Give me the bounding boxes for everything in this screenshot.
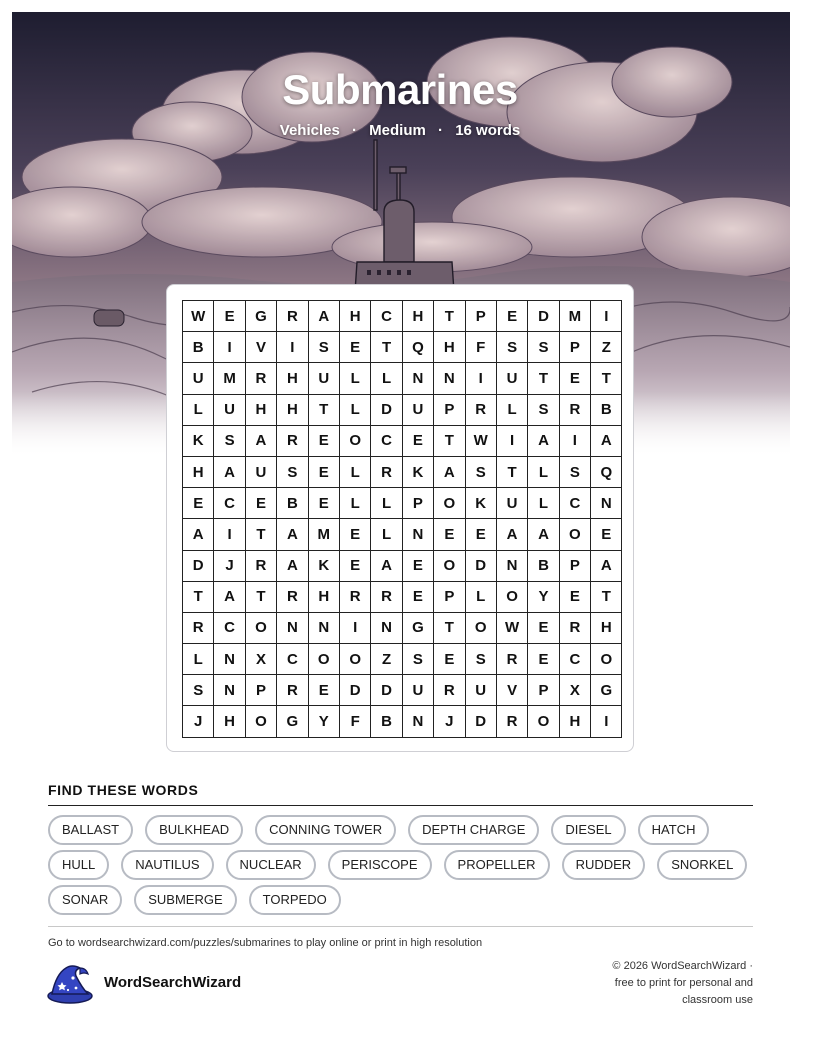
grid-cell[interactable]: A xyxy=(214,581,245,612)
grid-cell[interactable]: L xyxy=(339,394,370,425)
grid-cell[interactable]: S xyxy=(528,394,559,425)
grid-cell[interactable]: Q xyxy=(591,456,622,487)
grid-row xyxy=(183,425,622,456)
grid-cell[interactable]: I xyxy=(465,363,496,394)
grid-cell[interactable]: T xyxy=(371,332,402,363)
grid-cell[interactable]: R xyxy=(496,706,527,737)
grid-cell[interactable]: C xyxy=(214,488,245,519)
grid-row xyxy=(183,301,622,332)
grid-cell[interactable]: H xyxy=(591,612,622,643)
grid-cell[interactable]: O xyxy=(528,706,559,737)
grid-cell[interactable]: O xyxy=(245,706,276,737)
play-online-link-text: Go to wordsearchwizard.com/puzzles/submarines to play online or print in high resolution xyxy=(48,937,483,949)
grid-cell[interactable]: A xyxy=(496,519,527,550)
find-words-heading: FIND THESE WORDS xyxy=(48,782,199,798)
grid-cell[interactable]: I xyxy=(277,332,308,363)
copyright-line: © 2026 WordSearchWizard · xyxy=(612,960,753,972)
grid-row xyxy=(183,612,622,643)
grid-cell[interactable]: L xyxy=(371,488,402,519)
word-chip: BALLAST xyxy=(48,815,133,845)
grid-cell[interactable]: F xyxy=(339,706,370,737)
grid-cell[interactable]: C xyxy=(559,644,590,675)
grid-cell[interactable]: B xyxy=(183,332,214,363)
grid-cell[interactable]: V xyxy=(496,675,527,706)
grid-cell[interactable]: H xyxy=(559,706,590,737)
grid-row xyxy=(183,394,622,425)
grid-cell[interactable]: Z xyxy=(591,332,622,363)
grid-cell[interactable]: A xyxy=(245,425,276,456)
grid-cell[interactable]: E xyxy=(465,519,496,550)
grid-cell[interactable]: I xyxy=(591,301,622,332)
grid-cell[interactable]: S xyxy=(214,425,245,456)
grid-cell[interactable]: O xyxy=(245,612,276,643)
grid-row xyxy=(183,675,622,706)
grid-cell[interactable]: Q xyxy=(402,332,433,363)
grid-cell[interactable]: N xyxy=(371,612,402,643)
brand-name: WordSearchWizard xyxy=(104,974,242,991)
word-chip: HATCH xyxy=(638,815,710,845)
grid-cell[interactable]: E xyxy=(308,488,339,519)
grid-cell[interactable]: E xyxy=(434,644,465,675)
grid-cell[interactable]: L xyxy=(339,488,370,519)
grid-cell[interactable]: J xyxy=(183,706,214,737)
grid-cell[interactable]: E xyxy=(402,425,433,456)
word-chip: DEPTH CHARGE xyxy=(408,815,539,845)
grid-cell[interactable]: O xyxy=(339,425,370,456)
grid-cell[interactable]: I xyxy=(214,519,245,550)
grid-cell[interactable]: D xyxy=(371,394,402,425)
puzzle-grid-card xyxy=(166,284,634,752)
grid-cell[interactable]: C xyxy=(559,488,590,519)
grid-cell[interactable]: D xyxy=(339,675,370,706)
grid-cell[interactable]: A xyxy=(277,550,308,581)
grid-cell[interactable]: L xyxy=(339,363,370,394)
grid-cell[interactable]: U xyxy=(245,456,276,487)
grid-row xyxy=(183,581,622,612)
grid-cell[interactable]: L xyxy=(371,519,402,550)
grid-cell[interactable]: E xyxy=(402,550,433,581)
grid-cell[interactable]: B xyxy=(371,706,402,737)
grid-cell[interactable]: I xyxy=(559,425,590,456)
grid-cell[interactable]: E xyxy=(308,675,339,706)
meta-separator: · xyxy=(438,122,444,139)
grid-row xyxy=(183,456,622,487)
grid-cell[interactable]: E xyxy=(591,519,622,550)
grid-cell[interactable]: K xyxy=(183,425,214,456)
grid-cell[interactable]: H xyxy=(402,301,433,332)
grid-cell[interactable]: E xyxy=(496,301,527,332)
word-chip: SUBMERGE xyxy=(134,885,236,915)
grid-cell[interactable]: J xyxy=(214,550,245,581)
grid-cell[interactable]: E xyxy=(308,425,339,456)
grid-cell[interactable]: L xyxy=(496,394,527,425)
grid-cell[interactable]: E xyxy=(339,550,370,581)
grid-cell[interactable]: T xyxy=(308,394,339,425)
grid-cell[interactable]: N xyxy=(434,363,465,394)
word-chip: HULL xyxy=(48,850,109,880)
grid-cell[interactable]: W xyxy=(183,301,214,332)
grid-cell[interactable]: O xyxy=(434,550,465,581)
grid-cell[interactable]: N xyxy=(402,706,433,737)
word-chip: TORPEDO xyxy=(249,885,341,915)
grid-cell[interactable]: O xyxy=(591,644,622,675)
grid-cell[interactable]: O xyxy=(308,644,339,675)
grid-cell[interactable]: N xyxy=(214,675,245,706)
word-chip: PERISCOPE xyxy=(328,850,432,880)
grid-cell[interactable]: S xyxy=(308,332,339,363)
divider xyxy=(48,926,753,927)
grid-cell[interactable]: E xyxy=(434,519,465,550)
grid-cell[interactable]: R xyxy=(245,550,276,581)
grid-cell[interactable]: N xyxy=(591,488,622,519)
grid-cell[interactable]: B xyxy=(591,394,622,425)
grid-cell[interactable]: U xyxy=(465,675,496,706)
copyright-line: classroom use xyxy=(682,994,753,1006)
grid-cell[interactable]: P xyxy=(434,581,465,612)
grid-cell[interactable]: R xyxy=(183,612,214,643)
grid-cell[interactable]: S xyxy=(465,644,496,675)
grid-cell[interactable]: H xyxy=(339,301,370,332)
grid-cell[interactable]: O xyxy=(434,488,465,519)
grid-cell[interactable]: H xyxy=(434,332,465,363)
word-chip: SNORKEL xyxy=(657,850,747,880)
grid-cell[interactable]: E xyxy=(559,581,590,612)
grid-cell[interactable]: K xyxy=(308,550,339,581)
grid-cell[interactable]: A xyxy=(308,301,339,332)
grid-cell[interactable]: U xyxy=(308,363,339,394)
grid-cell[interactable]: N xyxy=(496,550,527,581)
divider xyxy=(48,805,753,806)
grid-cell[interactable]: C xyxy=(371,425,402,456)
grid-row xyxy=(183,550,622,581)
grid-cell[interactable]: S xyxy=(465,456,496,487)
grid-cell[interactable]: N xyxy=(308,612,339,643)
grid-cell[interactable]: U xyxy=(402,394,433,425)
grid-cell[interactable]: Y xyxy=(308,706,339,737)
grid-cell[interactable]: U xyxy=(183,363,214,394)
grid-cell[interactable]: O xyxy=(465,612,496,643)
grid-cell[interactable]: A xyxy=(434,456,465,487)
grid-cell[interactable]: C xyxy=(371,301,402,332)
grid-cell[interactable]: S xyxy=(277,456,308,487)
grid-cell[interactable]: T xyxy=(434,425,465,456)
grid-row xyxy=(183,363,622,394)
grid-cell[interactable]: A xyxy=(591,550,622,581)
grid-cell[interactable]: U xyxy=(496,488,527,519)
grid-cell[interactable]: T xyxy=(528,363,559,394)
grid-cell[interactable]: A xyxy=(214,456,245,487)
grid-cell[interactable]: R xyxy=(277,581,308,612)
grid-cell[interactable]: M xyxy=(559,301,590,332)
grid-cell[interactable]: A xyxy=(183,519,214,550)
word-chip: SONAR xyxy=(48,885,122,915)
grid-cell[interactable]: S xyxy=(183,675,214,706)
word-chip: RUDDER xyxy=(562,850,646,880)
grid-row xyxy=(183,644,622,675)
grid-cell[interactable]: R xyxy=(496,644,527,675)
grid-cell[interactable]: L xyxy=(465,581,496,612)
page-title: Submarines xyxy=(282,66,518,113)
grid-cell[interactable]: E xyxy=(308,456,339,487)
grid-cell[interactable]: A xyxy=(528,519,559,550)
grid-cell[interactable]: K xyxy=(402,456,433,487)
grid-cell[interactable]: O xyxy=(496,581,527,612)
grid-cell[interactable]: P xyxy=(559,550,590,581)
grid-cell[interactable]: U xyxy=(496,363,527,394)
grid-cell[interactable]: R xyxy=(559,612,590,643)
grid-cell[interactable]: F xyxy=(465,332,496,363)
grid-cell[interactable]: T xyxy=(496,456,527,487)
grid-cell[interactable]: K xyxy=(465,488,496,519)
grid-cell[interactable]: E xyxy=(339,519,370,550)
grid-cell[interactable]: O xyxy=(339,644,370,675)
grid-cell[interactable]: R xyxy=(371,456,402,487)
grid-cell[interactable]: E xyxy=(402,581,433,612)
grid-cell[interactable]: E xyxy=(559,363,590,394)
grid-cell[interactable]: L xyxy=(528,456,559,487)
grid-cell[interactable]: S xyxy=(559,456,590,487)
grid-cell[interactable]: L xyxy=(371,363,402,394)
grid-cell[interactable]: D xyxy=(528,301,559,332)
grid-cell[interactable]: W xyxy=(496,612,527,643)
grid-row xyxy=(183,488,622,519)
grid-cell[interactable]: N xyxy=(402,363,433,394)
grid-cell[interactable]: I xyxy=(591,706,622,737)
grid-cell[interactable]: B xyxy=(277,488,308,519)
grid-cell[interactable]: H xyxy=(277,394,308,425)
grid-cell[interactable]: A xyxy=(371,550,402,581)
word-list xyxy=(48,815,760,915)
copyright-line: free to print for personal and xyxy=(614,977,753,989)
grid-cell[interactable]: L xyxy=(528,488,559,519)
grid-row xyxy=(183,332,622,363)
word-count-label: 16 words xyxy=(455,122,521,139)
grid-cell[interactable]: N xyxy=(402,519,433,550)
grid-cell[interactable]: R xyxy=(277,425,308,456)
letter-grid xyxy=(182,300,622,738)
grid-cell[interactable]: I xyxy=(339,612,370,643)
grid-cell[interactable]: Y xyxy=(528,581,559,612)
grid-cell[interactable]: B xyxy=(528,550,559,581)
grid-cell[interactable]: H xyxy=(277,363,308,394)
wizard-hat-icon xyxy=(46,962,94,1009)
grid-cell[interactable]: D xyxy=(465,706,496,737)
grid-cell[interactable]: T xyxy=(183,581,214,612)
grid-cell[interactable]: G xyxy=(591,675,622,706)
grid-cell[interactable]: R xyxy=(277,675,308,706)
grid-cell[interactable]: D xyxy=(465,550,496,581)
grid-cell[interactable]: M xyxy=(308,519,339,550)
grid-cell[interactable]: E xyxy=(528,612,559,643)
grid-row xyxy=(183,519,622,550)
grid-cell[interactable]: D xyxy=(183,550,214,581)
grid-cell[interactable]: S xyxy=(496,332,527,363)
grid-cell[interactable]: P xyxy=(559,332,590,363)
grid-cell[interactable]: T xyxy=(245,581,276,612)
grid-cell[interactable]: A xyxy=(591,425,622,456)
grid-cell[interactable]: P xyxy=(402,488,433,519)
grid-cell[interactable]: E xyxy=(214,301,245,332)
grid-cell[interactable]: R xyxy=(371,581,402,612)
grid-cell[interactable]: I xyxy=(496,425,527,456)
grid-cell[interactable]: L xyxy=(183,644,214,675)
grid-cell[interactable]: T xyxy=(245,519,276,550)
category-label: Vehicles xyxy=(279,122,340,139)
grid-cell[interactable]: R xyxy=(339,581,370,612)
puzzle-meta xyxy=(0,122,800,139)
grid-cell[interactable]: R xyxy=(465,394,496,425)
grid-cell[interactable]: E xyxy=(339,332,370,363)
grid-cell[interactable]: N xyxy=(214,644,245,675)
grid-cell[interactable]: X xyxy=(245,644,276,675)
word-chip: DIESEL xyxy=(551,815,625,845)
grid-cell[interactable]: X xyxy=(559,675,590,706)
word-chip: NUCLEAR xyxy=(226,850,316,880)
word-chip: PROPELLER xyxy=(444,850,550,880)
grid-cell[interactable]: C xyxy=(214,612,245,643)
grid-cell[interactable]: E xyxy=(528,644,559,675)
grid-cell[interactable]: L xyxy=(183,394,214,425)
grid-cell[interactable]: E xyxy=(245,488,276,519)
grid-cell[interactable]: Z xyxy=(371,644,402,675)
grid-cell[interactable]: N xyxy=(277,612,308,643)
grid-cell[interactable]: H xyxy=(214,706,245,737)
grid-cell[interactable]: P xyxy=(245,675,276,706)
grid-cell[interactable]: M xyxy=(214,363,245,394)
grid-cell[interactable]: H xyxy=(245,394,276,425)
grid-cell[interactable]: T xyxy=(591,581,622,612)
grid-cell[interactable]: C xyxy=(277,644,308,675)
grid-cell[interactable]: T xyxy=(434,301,465,332)
grid-cell[interactable]: H xyxy=(308,581,339,612)
grid-row xyxy=(183,706,622,737)
grid-cell[interactable]: J xyxy=(434,706,465,737)
grid-cell[interactable]: P xyxy=(528,675,559,706)
grid-cell[interactable]: T xyxy=(434,612,465,643)
grid-cell[interactable]: O xyxy=(559,519,590,550)
grid-cell[interactable]: G xyxy=(402,612,433,643)
grid-cell[interactable]: R xyxy=(559,394,590,425)
grid-cell[interactable]: S xyxy=(528,332,559,363)
grid-cell[interactable]: U xyxy=(402,675,433,706)
grid-cell[interactable]: G xyxy=(245,301,276,332)
grid-cell[interactable]: G xyxy=(277,706,308,737)
grid-cell[interactable]: R xyxy=(277,301,308,332)
grid-cell[interactable]: R xyxy=(245,363,276,394)
grid-cell[interactable]: P xyxy=(465,301,496,332)
grid-cell[interactable]: H xyxy=(183,456,214,487)
word-chip: CONNING TOWER xyxy=(255,815,396,845)
grid-cell[interactable]: R xyxy=(434,675,465,706)
grid-cell[interactable]: T xyxy=(591,363,622,394)
grid-cell[interactable]: L xyxy=(339,456,370,487)
grid-cell[interactable]: A xyxy=(528,425,559,456)
grid-cell[interactable]: S xyxy=(402,644,433,675)
grid-cell[interactable]: I xyxy=(214,332,245,363)
grid-cell[interactable]: W xyxy=(465,425,496,456)
grid-cell[interactable]: U xyxy=(214,394,245,425)
difficulty-label: Medium xyxy=(369,122,426,139)
grid-cell[interactable]: P xyxy=(434,394,465,425)
word-chip: BULKHEAD xyxy=(145,815,243,845)
meta-separator: · xyxy=(352,122,357,139)
grid-cell[interactable]: D xyxy=(371,675,402,706)
copyright-notice xyxy=(553,958,753,1009)
grid-cell[interactable]: E xyxy=(183,488,214,519)
word-chip: NAUTILUS xyxy=(121,850,213,880)
grid-cell[interactable]: V xyxy=(245,332,276,363)
grid-cell[interactable]: A xyxy=(277,519,308,550)
